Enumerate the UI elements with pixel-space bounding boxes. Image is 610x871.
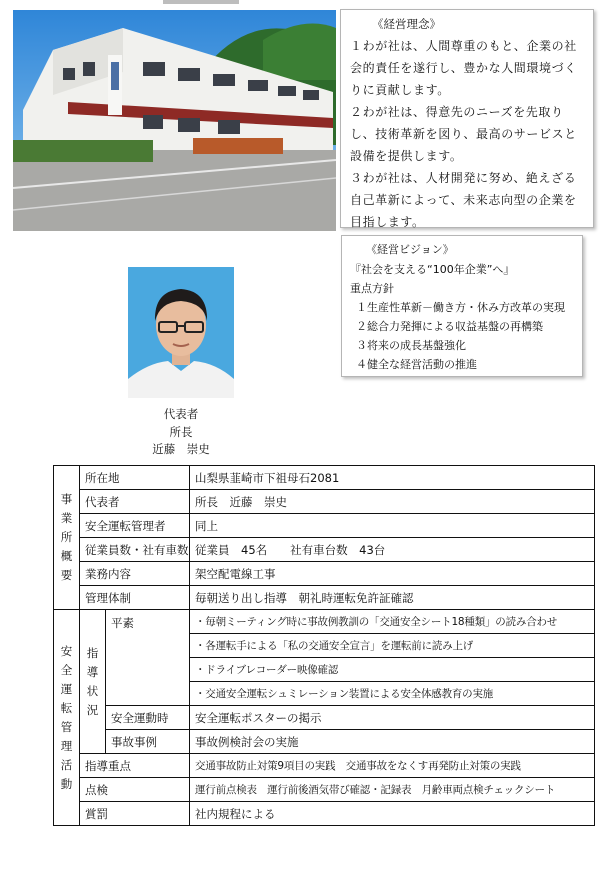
row-value: 安全運転ポスターの掲示: [190, 706, 595, 730]
table-row: [54, 778, 595, 802]
row-label-heiso: 平素: [106, 610, 190, 706]
vision-item-4: ４健全な経営活動の推進: [356, 358, 477, 371]
table-row: [54, 586, 595, 610]
row-value: 架空配電線工事: [190, 562, 595, 586]
building-photo: [13, 10, 336, 231]
row-value: ・毎朝ミーティング時に事故例教訓の「交通安全シート18種類」の読み合わせ: [190, 610, 595, 634]
table-row: [54, 730, 595, 754]
row-value: 毎朝送り出し指導 朝礼時運転免許証確認: [190, 586, 595, 610]
table-row: [54, 610, 595, 634]
table-row: [54, 514, 595, 538]
row-label: 安全運動時: [106, 706, 190, 730]
row-label: 点検: [80, 778, 190, 802]
row-value: ・各運転手による「私の交通安全宣言」を運転前に読み上げ: [190, 634, 595, 658]
table-row: [54, 562, 595, 586]
philosophy-item-3: ３わが社は、人材開発に努め、絶えざる自己革新によって、未来志向型の企業を目指します。: [350, 171, 577, 229]
vision-item-3: ３将来の成長基盤強化: [356, 339, 466, 352]
row-value: 所長 近藤 崇史: [190, 490, 595, 514]
table-row: [54, 802, 595, 826]
row-label: 賞罰: [80, 802, 190, 826]
row-label: 従業員数・社有車数: [80, 538, 190, 562]
vision-item-2: ２総合力発揮による収益基盤の再構築: [356, 320, 543, 333]
row-label: 事故事例: [106, 730, 190, 754]
row-value: 運行前点検表 運行前後酒気帯び確認・記録表 月齢車両点検チェックシート: [190, 778, 595, 802]
table-row: [54, 466, 595, 490]
representative-role: 代表者: [163, 407, 199, 421]
table-row: [54, 490, 595, 514]
company-info-table: [53, 465, 595, 826]
philosophy-item-2: ２わが社は、得意先のニーズを先取りし、技術革新を図り、最高のサービスと設備を提供します。: [350, 105, 577, 163]
table-row: [54, 754, 595, 778]
row-label: 業務内容: [80, 562, 190, 586]
vision-heading: 《経営ビジョン》: [366, 243, 454, 256]
row-label: 管理体制: [80, 586, 190, 610]
sub-label-guidance: 指導状況: [80, 610, 106, 754]
row-label: 所在地: [80, 466, 190, 490]
row-label: 安全運転管理者: [80, 514, 190, 538]
row-label: 代表者: [80, 490, 190, 514]
group-label-overview: 事業所概要: [54, 466, 80, 610]
vision-slogan: 『社会を支える“100年企業”へ』: [350, 263, 515, 276]
row-value: ・交通安全運転シュミレーション装置による安全体感教育の実施: [190, 682, 595, 706]
row-value: ・ドライブレコーダー映像確認: [190, 658, 595, 682]
row-value: 社内規程による: [190, 802, 595, 826]
table-row: [54, 538, 595, 562]
representative-portrait: [128, 267, 234, 398]
row-value: 山梨県韮崎市下祖母石2081: [190, 466, 595, 490]
philosophy-heading: 《経営理念》: [372, 17, 441, 31]
vision-policy-label: 重点方針: [350, 282, 394, 295]
vision-item-1: １生産性革新－働き方・休み方改革の実現: [356, 301, 565, 314]
row-value: 従業員 45名 社有車台数 43台: [190, 538, 595, 562]
group-label-safety: 安全運転管理活動: [54, 610, 80, 826]
row-value: 同上: [190, 514, 595, 538]
philosophy-item-1: １わが社は、人間尊重のもと、企業の社会的責任を遂行し、豊かな人間環境づくりに貢献します。: [350, 39, 577, 97]
vision-box: [341, 235, 583, 377]
representative-name: 近藤 崇史: [152, 442, 210, 456]
table-row: [54, 706, 595, 730]
philosophy-box: [340, 9, 594, 228]
representative-title: 所長: [169, 425, 193, 439]
row-value: 交通事故防止対策9項目の実践 交通事故をなくす再発防止対策の実践: [190, 754, 595, 778]
top-edge-tab: [163, 0, 239, 4]
row-value: 事故例検討会の実施: [190, 730, 595, 754]
row-label: 指導重点: [80, 754, 190, 778]
